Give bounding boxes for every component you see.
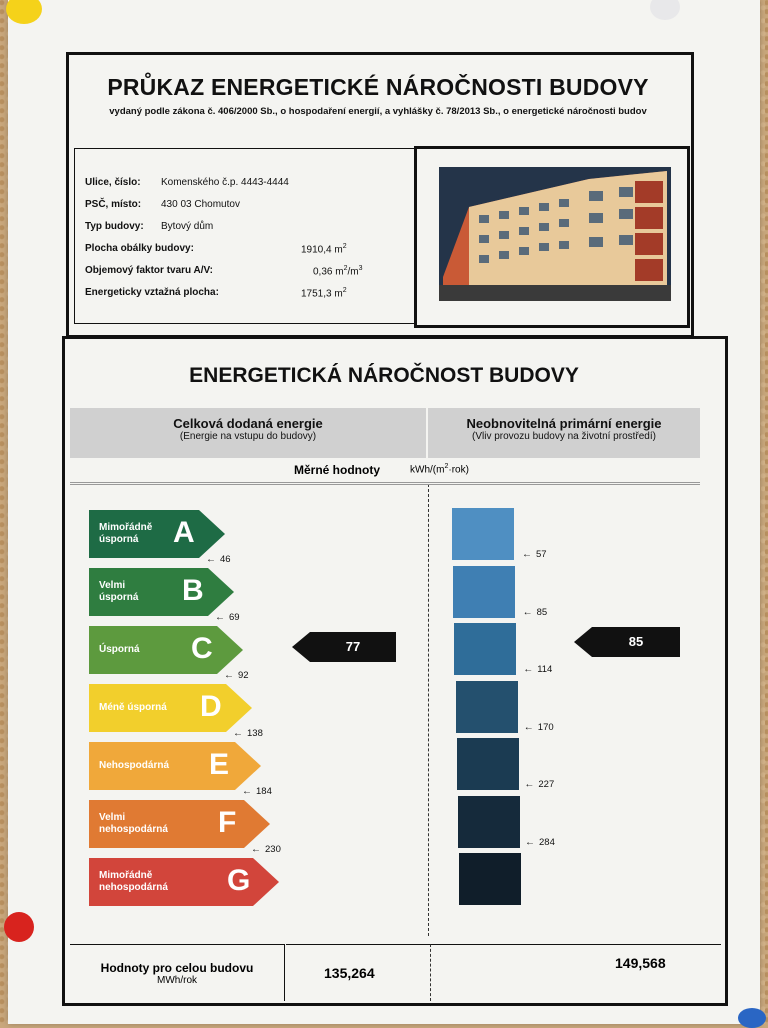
arrow-icon: ←	[215, 612, 225, 623]
energy-class-e	[89, 742, 261, 790]
units-label: Měrné hodnoty	[294, 463, 380, 477]
class-label: Velmi úsporná	[99, 580, 139, 603]
building-photo	[439, 167, 671, 301]
building-photo-frame	[414, 146, 690, 328]
primary-energy-bar	[459, 853, 521, 905]
footer-left-value: 135,264	[286, 944, 430, 1001]
primary-energy-bar	[456, 681, 518, 733]
arrow-icon: ←	[523, 721, 534, 733]
left-threshold: ← 46	[206, 554, 231, 565]
arrow-icon: ←	[224, 670, 234, 681]
right-threshold: ← 170	[523, 721, 554, 733]
left-threshold: ← 184	[242, 786, 272, 797]
units-row	[70, 458, 700, 483]
arrow-icon: ←	[233, 728, 243, 739]
energy-class-f	[89, 800, 270, 848]
class-letter: D	[200, 690, 222, 723]
class-letter: C	[191, 632, 213, 665]
certificate-subtitle: vydaný podle zákona č. 406/2000 Sb., o hospodaření energií, a vyhlášky č. 78/2013 Sb., o energetické náročnosti budov	[109, 106, 647, 117]
arrow-icon: ←	[525, 836, 535, 848]
class-letter: B	[182, 574, 204, 607]
delivered-energy-pointer: 77	[310, 632, 396, 662]
primary-energy-bar	[454, 623, 516, 675]
footer-label-cell: Hodnoty pro celou budovu MWh/rok	[70, 944, 285, 1001]
energy-class-d	[89, 684, 252, 732]
primary-energy-pointer: 85	[592, 627, 680, 657]
energy-class-g	[89, 858, 279, 906]
left-threshold: ← 92	[224, 670, 249, 681]
certificate-title: PRŮKAZ ENERGETICKÉ NÁROČNOSTI BUDOVY	[107, 74, 649, 100]
left-column-header: Celková dodaná energie (Energie na vstupu do budovy)	[70, 408, 426, 458]
class-letter: F	[218, 806, 237, 839]
right-threshold: ← 57	[522, 549, 547, 560]
class-label: Nehospodárná	[99, 760, 170, 771]
right-threshold: ← 85	[522, 606, 548, 618]
primary-energy-bar	[453, 566, 515, 618]
primary-energy-bar	[458, 796, 520, 848]
blue-pin	[738, 1008, 766, 1028]
arrow-icon: ←	[522, 549, 532, 560]
arrow-icon: ←	[524, 779, 535, 790]
class-label: Mimořádně nehospodárná	[99, 870, 168, 893]
class-label: Méně úsporná	[99, 702, 167, 713]
left-threshold: ← 69	[215, 612, 240, 623]
arrow-icon: ←	[522, 606, 533, 618]
arrow-icon: ←	[242, 786, 252, 797]
red-pin	[4, 912, 34, 942]
class-label: Mimořádně úsporná	[99, 522, 153, 545]
class-letter: A	[173, 516, 195, 549]
class-label: Úsporná	[99, 644, 140, 655]
left-threshold: ← 138	[233, 728, 263, 739]
arrow-icon: ←	[523, 664, 534, 675]
right-threshold: ← 227	[524, 779, 555, 790]
right-threshold: ← 284	[525, 836, 555, 848]
arrow-icon: ←	[206, 554, 216, 565]
main-title: ENERGETICKÁ NÁROČNOST BUDOVY	[189, 364, 579, 387]
left-threshold: ← 230	[251, 844, 281, 855]
energy-class-a	[89, 510, 225, 558]
footer-right-value: 149,568	[430, 944, 721, 1001]
right-column-header: Neobnovitelná primární energie (Vliv provozu budovy na životní prostředí)	[428, 408, 700, 458]
energy-class-c	[89, 626, 243, 674]
right-threshold: ← 114	[523, 664, 553, 675]
primary-energy-bar	[452, 508, 514, 560]
class-letter: G	[227, 864, 251, 897]
class-letter: E	[209, 748, 230, 781]
building-illustration	[439, 167, 671, 301]
units-value: kWh/$(m^2\cdot rok)$	[410, 463, 469, 476]
energy-class-b	[89, 568, 234, 616]
class-label: Velmi nehospodárná	[99, 812, 168, 835]
primary-energy-bar	[457, 738, 519, 790]
building-info: Ulice, číslo: Komenského č.p. 4443-4444 PSČ, místo: 430 03 Chomutov Typ budovy: Bytový dům Plocha obálky budovy: 1910,4 $m^2$ Objemový faktor tvaru A/V: 0,36 $m^2/m^3$ Energeticky vztažná plocha: 1751,3 $m^2$	[74, 148, 416, 324]
arrow-icon: ←	[251, 844, 261, 855]
